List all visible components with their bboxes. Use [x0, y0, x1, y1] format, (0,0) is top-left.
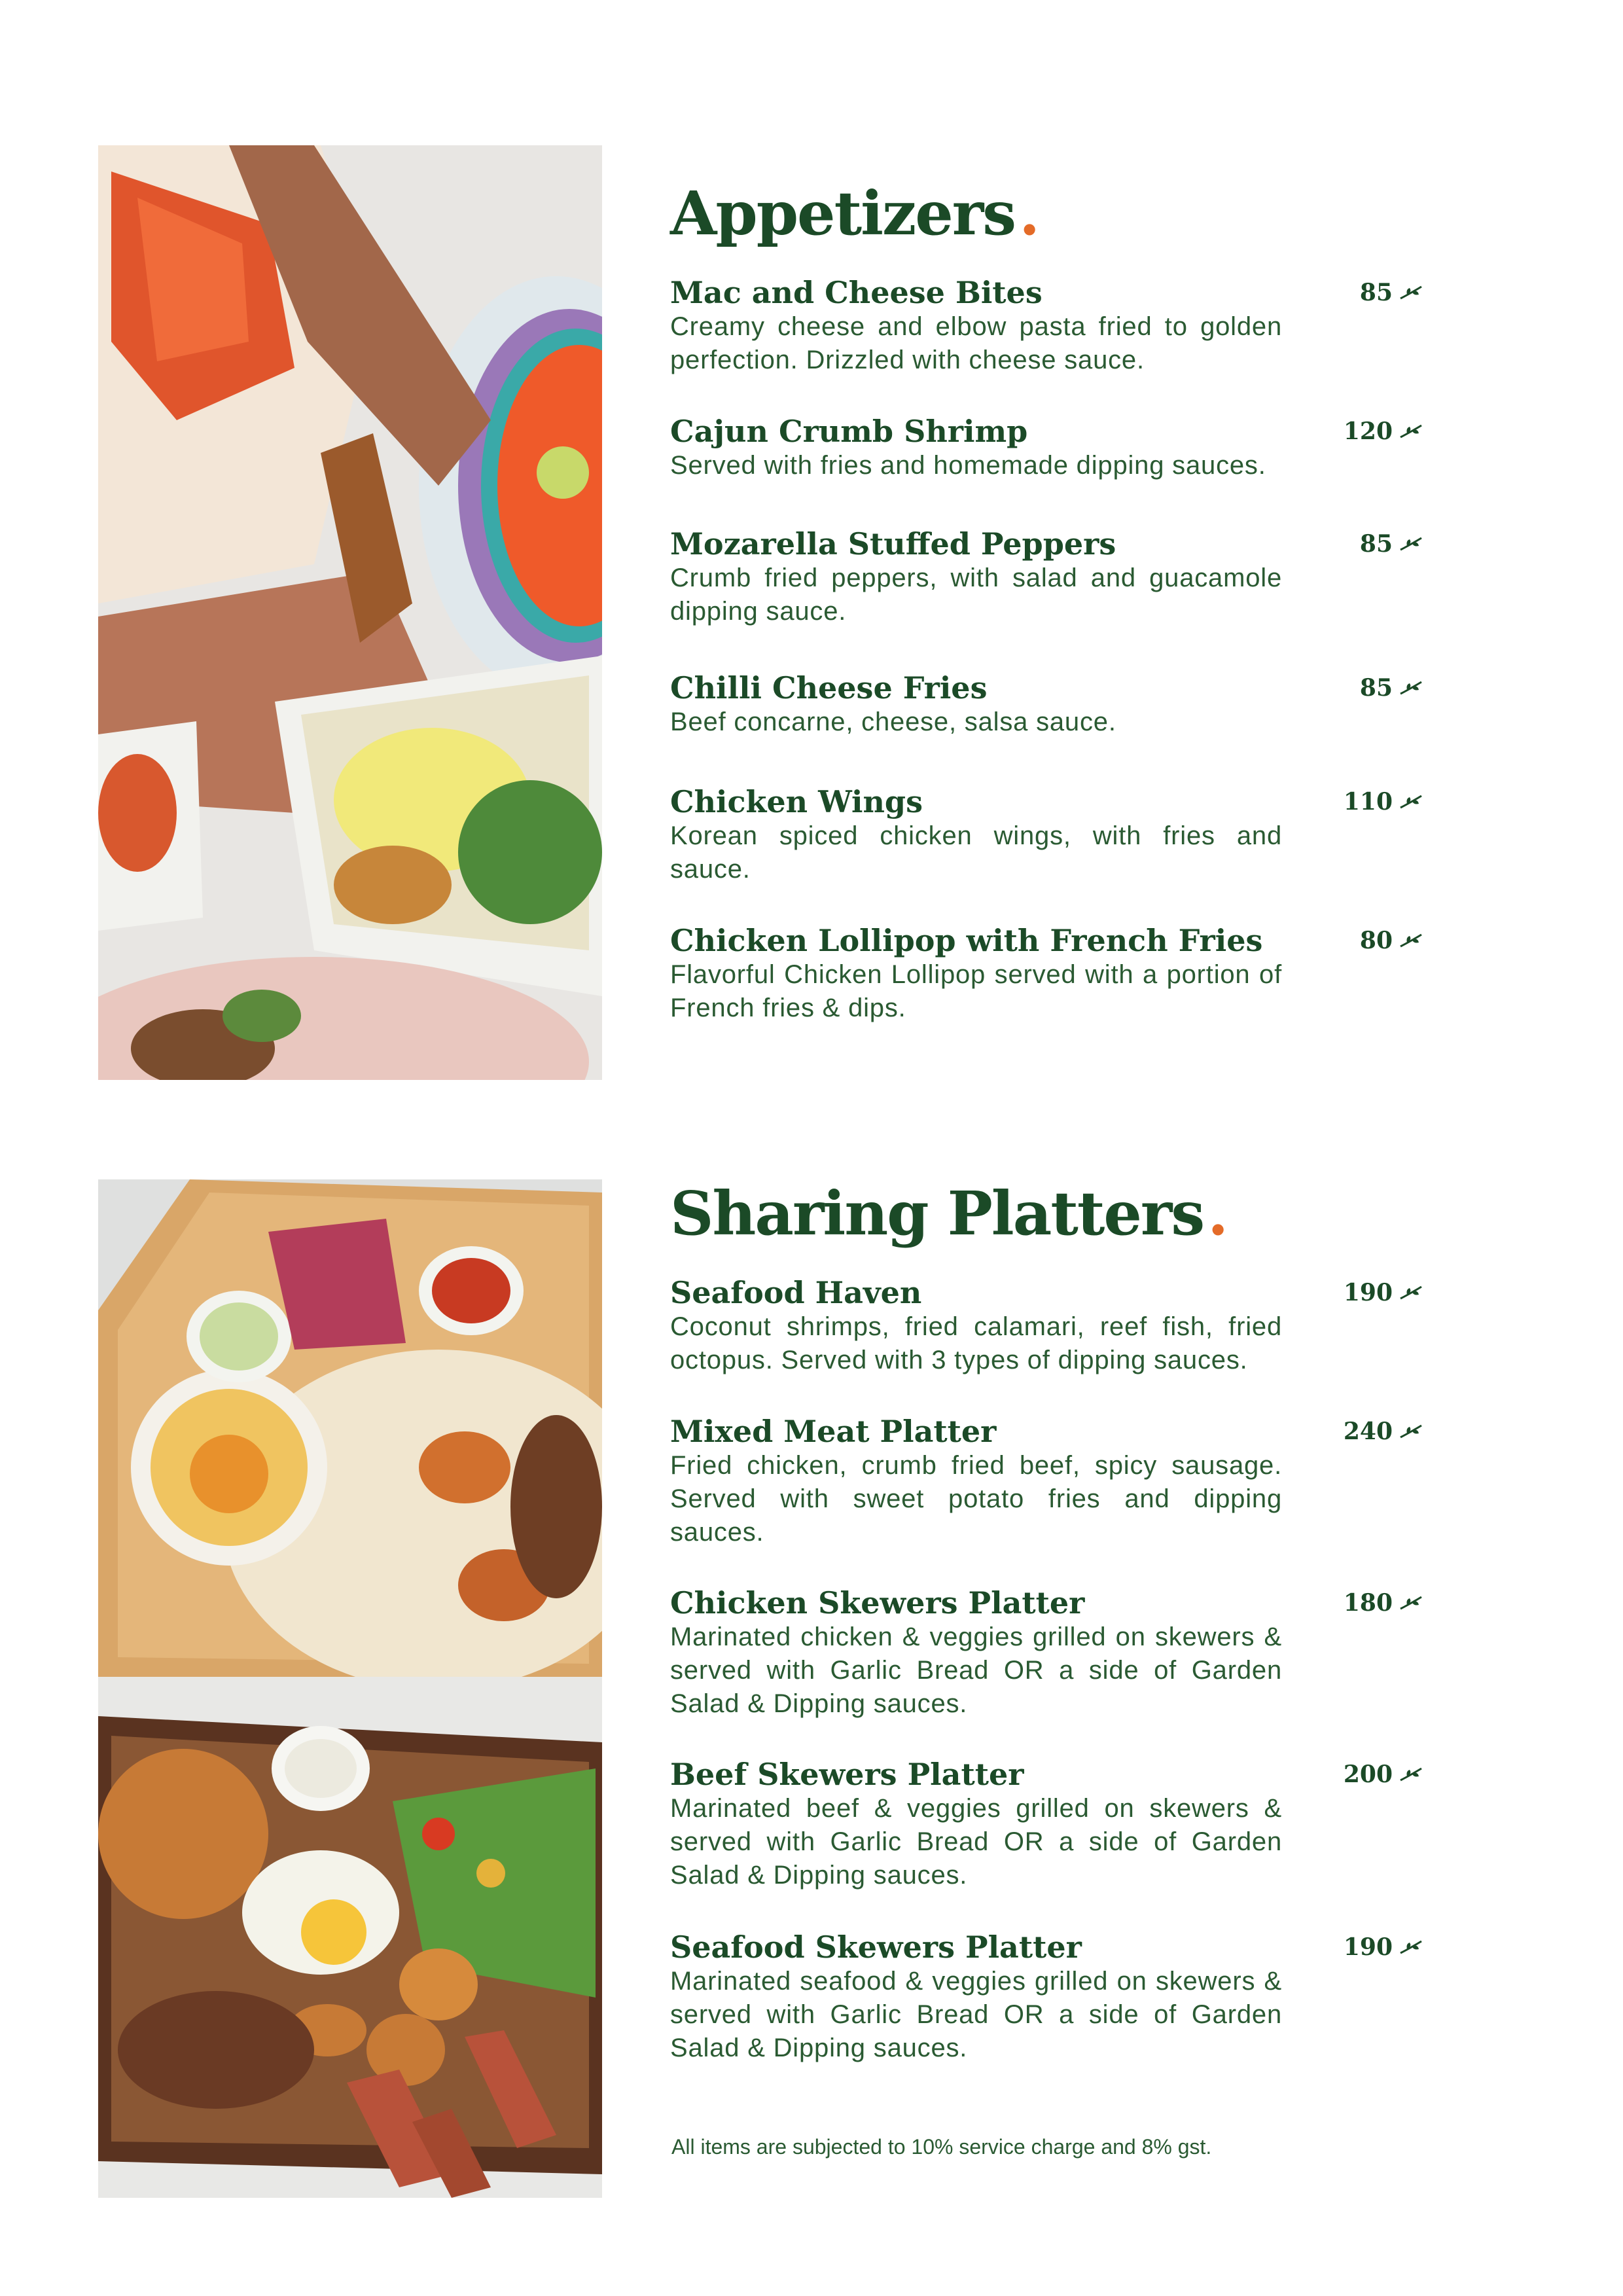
menu-item-price	[1360, 670, 1423, 706]
menu-item-price	[1360, 275, 1423, 310]
menu-item-price	[1344, 1414, 1423, 1449]
title-accent-dot: .	[1207, 1178, 1228, 1249]
menu-item	[670, 784, 1423, 886]
menu-item-name: Beef Skewers Platter	[670, 1757, 1024, 1792]
leaf-icon	[1399, 285, 1423, 300]
menu-item-price	[1344, 784, 1423, 819]
price-value: 180	[1343, 1589, 1393, 1617]
price-value: 80	[1359, 927, 1393, 954]
leaf-icon	[1399, 537, 1423, 551]
menu-item-price	[1360, 923, 1423, 958]
price-value: 190	[1343, 1933, 1393, 1961]
menu-item-price	[1344, 1929, 1423, 1965]
menu-item	[670, 414, 1423, 482]
menu-item-price	[1344, 414, 1423, 449]
sharing-platters-title: Sharing Platters .	[670, 1178, 1228, 1249]
menu-item-price	[1360, 526, 1423, 562]
appetizers-title: Appetizers .	[670, 178, 1039, 249]
menu-item-price	[1344, 1585, 1423, 1621]
menu-item-description: Creamy cheese and elbow pasta fried to golden perfection. Drizzled with cheese sauce.	[670, 312, 1282, 374]
menu-item-description: Served with fries and homemade dipping sauces.	[670, 451, 1266, 480]
leaf-icon	[1399, 1596, 1423, 1610]
menu-item-name: Seafood Haven	[670, 1275, 922, 1310]
leaf-icon	[1399, 795, 1423, 809]
menu-item-name: Chicken Skewers Platter	[670, 1585, 1085, 1621]
menu-item-description: Flavorful Chicken Lollipop served with a portion of French fries & dips.	[670, 960, 1282, 1022]
menu-item-description: Marinated seafood & veggies grilled on skewers & served with Garlic Bread OR a side of Garden Salad & Dipping sauces.	[670, 1967, 1282, 2062]
price-value: 240	[1343, 1418, 1393, 1445]
price-value: 85	[1359, 530, 1393, 558]
menu-item-name: Seafood Skewers Platter	[670, 1929, 1082, 1965]
price-value: 190	[1343, 1279, 1393, 1306]
sharing-platters-section	[670, 1178, 1423, 2062]
leaf-icon	[1399, 681, 1423, 695]
menu-item-name: Mixed Meat Platter	[670, 1414, 997, 1449]
price-value: 85	[1359, 279, 1393, 306]
menu-item-name: Chicken Wings	[670, 784, 923, 819]
menu-item	[670, 275, 1423, 377]
menu-item	[670, 1757, 1423, 1892]
price-value: 85	[1359, 674, 1393, 702]
price-value: 200	[1343, 1761, 1393, 1788]
menu-item-description: Korean spiced chicken wings, with fries and sauce.	[670, 821, 1282, 884]
menu-item-name: Chicken Lollipop with French Fries	[670, 923, 1263, 958]
price-value: 120	[1343, 418, 1393, 445]
menu-item-price	[1344, 1275, 1423, 1310]
leaf-icon	[1399, 1285, 1423, 1300]
menu-item-name: Mac and Cheese Bites	[670, 275, 1043, 310]
sharing-platters-food-photo	[98, 1179, 602, 2198]
menu-item-name: Cajun Crumb Shrimp	[670, 414, 1028, 449]
menu-item	[670, 923, 1423, 1025]
leaf-icon	[1399, 933, 1423, 948]
menu-item	[670, 526, 1423, 628]
menu-item-description: Crumb fried peppers, with salad and guacamole dipping sauce.	[670, 564, 1282, 626]
menu-item-description: Fried chicken, crumb fried beef, spicy sausage. Served with sweet potato fries and dipping sauces.	[670, 1451, 1282, 1547]
menu-item-description: Beef concarne, cheese, salsa sauce.	[670, 708, 1116, 736]
menu-item-description: Marinated chicken & veggies grilled on skewers & served with Garlic Bread OR a side of Garden Salad & Dipping sauces.	[670, 1623, 1282, 1718]
leaf-icon	[1399, 1767, 1423, 1782]
appetizers-food-photo	[98, 145, 602, 1080]
service-charge-note: All items are subjected to 10% service charge and 8% gst.	[671, 2135, 1212, 2159]
menu-item	[670, 670, 1423, 739]
leaf-icon	[1399, 424, 1423, 439]
menu-item-price	[1344, 1757, 1423, 1792]
appetizers-section	[670, 178, 1423, 1022]
price-value: 110	[1343, 788, 1393, 816]
menu-item-name: Mozarella Stuffed Peppers	[670, 526, 1116, 562]
menu-item	[670, 1414, 1423, 1549]
menu-item	[670, 1929, 1423, 2065]
menu-item	[670, 1585, 1423, 1721]
menu-item-name: Chilli Cheese Fries	[670, 670, 988, 706]
title-accent-dot: .	[1019, 178, 1039, 249]
leaf-icon	[1399, 1424, 1423, 1439]
menu-item	[670, 1275, 1423, 1377]
leaf-icon	[1399, 1940, 1423, 1954]
menu-item-description: Coconut shrimps, fried calamari, reef fish, fried octopus. Served with 3 types of dipping sauces.	[670, 1312, 1282, 1374]
menu-item-description: Marinated beef & veggies grilled on skewers & served with Garlic Bread OR a side of Garden Salad & Dipping sauces.	[670, 1794, 1282, 1890]
